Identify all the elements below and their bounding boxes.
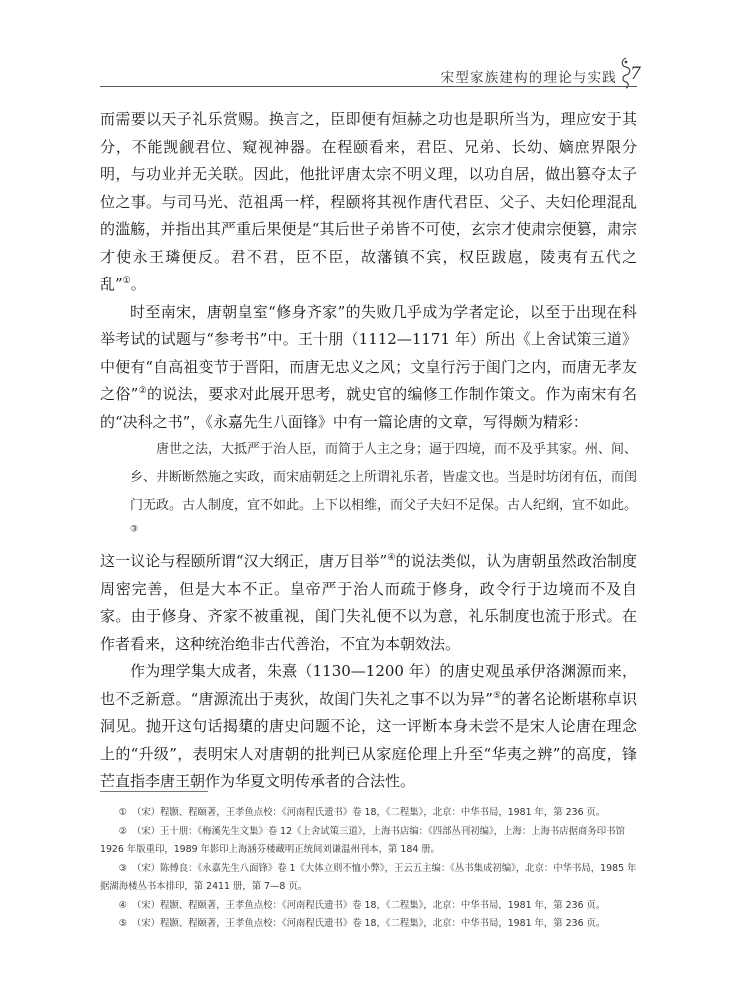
paragraph-4-text-b: 的著名论断堪称卓识洞见。抛开这句话揭橥的唐史问题不论，这一评断本身未尝不是宋人论唐在理念上的“升级”，表明宋人对唐朝的批判已从家庭伦理上升至“华夷之辨”的高度，锋芒直指李唐王朝作为华夏文明传承者的合法性。 <box>100 689 637 790</box>
paragraph-3-text-a: 这一议论与程颐所谓“汉大纲正，唐万目举” <box>100 552 388 570</box>
footnote-5: ⑤ （宋）程颢、程颐著，王孝鱼点校：《河南程氏遗书》卷 18，《二程集》，北京：中华书局，1981 年，第 236 页。 <box>118 918 606 929</box>
footnote-4: ④ （宋）程颢、程颐著，王孝鱼点校：《河南程氏遗书》卷 18，《二程集》，北京：中华书局，1981 年，第 236 页。 <box>118 899 606 911</box>
footnotes <box>100 804 637 934</box>
paragraph-2 <box>100 299 637 437</box>
footnote-3: ③ （宋）陈傅良：《永嘉先生八面锋》卷 1《大体立则不恤小弊》，王云五主编：《丛书集成初编》，北京：中华书局，1985 年据湖海楼丛书本排印，第 2411 册，第 7—8 页。 <box>100 862 637 892</box>
footnote-2: ② （宋）王十朋：《梅溪先生文集》卷 12《上舍试策三道》，上海书店编：《四部丛刊初编》，上海：上海书店据商务印书馆 1926 年版重印，1989 年影印上海涵芬楼藏明正统间刘谦温州刊本，第 184 册。 <box>100 825 625 855</box>
paragraph-2-text-b: 的说法，要求对此展开思考，就史官的编修工作制作策文。作为南宋有名的“决科之书”，《永嘉先生八面锋》中有一篇论唐的文章，写得颇为精彩： <box>100 385 637 431</box>
paragraph-4-text-a: 作为理学集大成者，朱熹（1130—1200 年）的唐史观虽承伊洛渊源而来，也不乏新意。“唐源流出于夷狄，故闺门失礼之事不以为异” <box>100 662 637 708</box>
footnote-divider <box>100 791 208 792</box>
footnote-ref-1[interactable]: ① <box>122 276 131 286</box>
footnote-ref-3[interactable]: ③ <box>130 524 139 535</box>
footnote-1: ① （宋）程颢、程颐著，王孝鱼点校：《河南程氏遗书》卷 18，《二程集》，北京：中华书局，1981 年，第 236 页。 <box>118 807 606 818</box>
paragraph-3 <box>100 548 637 658</box>
paragraph-1-text: 而需要以天子礼乐赏赐。换言之，臣即便有烜赫之功也是职所当为，理应安于其分，不能觊觎君位、窥视神器。在程颐看来，君臣、兄弟、长幼、嫡庶界限分明，与功业并无关联。因此，他批评唐太宗不明义理，以功自居，做出篡夺太子位之事。与司马光、范祖禹一样，程颐将其视作唐代君臣、父子、夫妇伦理混乱的滥觞，并指出其严重后果便是“其后世子弟皆不可使，玄宗才使肃宗便篡，肃宗才使永王璘便反。君不君，臣不臣，故藩镇不宾，权臣跋扈，陵夷有五代之乱” <box>100 110 637 293</box>
paragraph-1-end: 。 <box>130 275 146 293</box>
paragraph-2-text-a: 时至南宋，唐朝皇室“修身齐家”的失败几乎成为学者定论，以至于出现在科举考试的试题与“参考书”中。王十朋（1112—1171 年）所出《上舍试策三道》中便有“自高祖变节于晋阳，而唐无忠义之风；文皇行污于闺门之内，而唐无孝友之俗” <box>100 302 637 403</box>
paragraph-1 <box>100 106 637 299</box>
body-text <box>100 106 637 796</box>
page-number: 7 <box>630 64 641 84</box>
block-quote-text: 唐世之法，大抵严于治人臣，而简于人主之身；逼于四境，而不及乎其家。州、间、乡、井断断然施之实政，而宋庙朝廷之上所谓礼乐者，皆虚文也。当是时坊闭有伍，而闺门无政。古人制度，宜不如此。上下以相维，而父子夫妇不足保。古人纪纲，宜不如此。 <box>130 442 638 513</box>
footnote-ref-5[interactable]: ⑤ <box>492 690 502 701</box>
footnote-ref-4[interactable]: ④ <box>387 553 396 563</box>
block-quote <box>100 436 637 548</box>
paragraph-3-text-b: 的说法类似，认为唐朝虽然政治制度周密完善，但是大本不正。皇帝严于治人而疏于修身，政令行于边境而不及自家。由于修身、齐家不被重视，闺门失礼便不以为意，礼乐制度也流于形式。在作者看来，这种统治绝非古代善治，不宜为本朝效法。 <box>100 552 638 653</box>
footnote-ref-2[interactable]: ② <box>138 386 148 396</box>
paragraph-4 <box>100 658 637 796</box>
header-divider <box>100 86 637 87</box>
running-title: 宋型家族建构的理论与实践 <box>440 70 617 86</box>
